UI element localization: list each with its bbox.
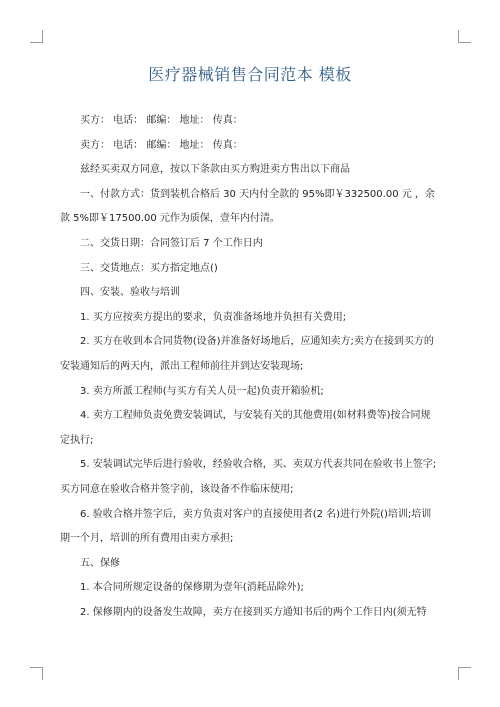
clause-4-6: 6. 验收合格并签字后，卖方负责对客户的直接使用者(2 名)进行外院()培训;培训 xyxy=(80,509,432,520)
clause-4-4: 4. 卖方工程师负责免费安装调试，与安装有关的其他费用(如材料费等)按合同规 xyxy=(80,410,431,421)
clause-4-6-cont: 期一个月，培训的所有费用由卖方承担; xyxy=(60,533,234,544)
clause-5-2: 2. 保修期内的设备发生故障，卖方在接到买方通知书后的两个工作日内(须无特 xyxy=(80,607,427,618)
section-installation-heading: 四、安装、验收与培训 xyxy=(80,287,180,298)
clause-4-5: 5. 安装调试完毕后进行验收，经验收合格，买、卖双方代表共同在验收书上签字; xyxy=(80,459,437,470)
buyer-info-line: 买方： 电话： 邮编： 地址： 传真： xyxy=(80,115,243,126)
clause-4-4-cont: 定执行; xyxy=(60,435,94,446)
clause-4-2: 2. 买方在收到本合同货物(设备)并准备好场地后，应通知卖方;卖方在接到买方的 xyxy=(80,336,434,347)
delivery-date: 二、交货日期：合同签订后 7 个工作日内 xyxy=(80,238,263,249)
payment-terms: 一、付款方式：货到装机合格后 30 天内付全款的 95%即￥332500.00 元 ，余 xyxy=(80,189,435,200)
crop-mark-top-left xyxy=(30,30,43,43)
delivery-location: 三、交货地点：买方指定地点() xyxy=(80,263,218,274)
section-warranty-heading: 五、保修 xyxy=(80,558,120,569)
document-title: 医疗器械销售合同范本 模板 xyxy=(148,65,352,84)
crop-mark-top-right xyxy=(458,30,471,43)
seller-info-line: 卖方： 电话： 邮编： 地址： 传真： xyxy=(80,140,243,151)
clause-4-2-cont: 安装通知后的两天内，派出工程师前往并到达安装现场; xyxy=(60,361,304,372)
clause-4-5-cont: 买方同意在验收合格并签字前，该设备不作临床使用; xyxy=(60,484,294,495)
crop-mark-bottom-left xyxy=(30,667,43,680)
clause-4-3: 3. 卖方所派工程师(与买方有关人员一起)负责开箱验机; xyxy=(80,386,324,397)
clause-4-1: 1. 买方应按卖方提出的要求，负责准备场地并负担有关费用; xyxy=(80,312,347,323)
clause-5-1: 1. 本合同所规定设备的保修期为壹年(消耗品除外); xyxy=(80,582,304,593)
payment-terms-cont: 款 5%即￥17500.00 元作为质保，壹年内付清。 xyxy=(60,213,280,224)
crop-mark-bottom-right xyxy=(458,667,471,680)
agreement-intro: 兹经买卖双方同意，按以下条款由买方购进卖方售出以下商品 xyxy=(80,164,350,175)
